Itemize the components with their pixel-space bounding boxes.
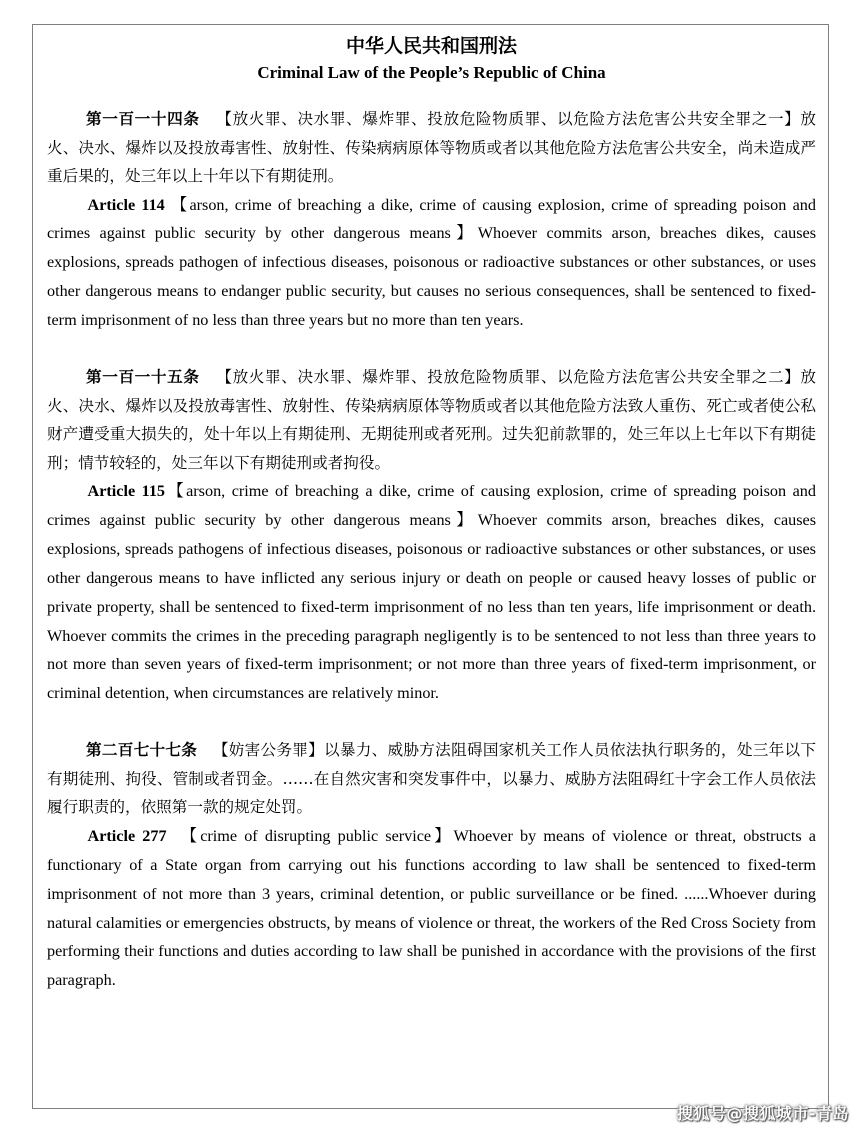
article-114-chinese [47,105,816,191]
article-114-english [47,191,816,336]
article-label: Article 277 [87,826,167,845]
article-text: 【arson, crime of breaching a dike, crime of causing explosion, crime of spreading poison and crimes against public security by other dangerous means】Whoever commits arson, breaches dikes, causes explosions, spreads pathogens of infectious diseases, poisonous or radioactive substances or other substances, or uses other dangerous means to have inflicted any serious injury or death on people or caused heavy losses of public or private property, shall be sentenced to fixed-term imprisonment of no less than ten years, life imprisonment or death. Whoever commits the crimes in the preceding paragraph negligently is to be sentenced to not less than three years to not more than seven years of fixed-term imprisonment; or not more than three years of fixed-term imprisonment, or criminal detention, when circumstances are relatively minor. [47,482,816,703]
article-115-english [47,477,816,708]
article-text: 【放火罪、决水罪、爆炸罪、投放危险物质罪、以危险方法危害公共安全罪之二】放火、决水、爆炸以及投放毒害性、放射性、传染病病原体等物质或者以其他危险方法致人重伤、死亡或者使公私财产遭受重大损失的，处十年以上有期徒刑、无期徒刑或者死刑。过失犯前款罪的，处三年以上七年以下有期徒刑；情节较轻的，处三年以下有期徒刑或者拘役。 [47,368,816,472]
spacer [47,335,816,363]
document-page [32,24,829,1109]
watermark: 搜狐号@搜狐城市-青岛 [676,1104,849,1123]
article-text: 【arson, crime of breaching a dike, crime of causing explosion, crime of spreading poison and crimes against public security by other dangerous means】Whoever commits arson, breaches dikes, causes explosions, spreads pathogen of infectious diseases, poisonous or radioactive substances or other substances, or uses other dangerous means to endanger public security, but causes no serious consequences, shall be sentenced to fixed-term imprisonment of no less than three years but no more than ten years. [47,195,816,330]
article-label: Article 115 [87,482,166,501]
article-label: 第二百七十七条 [86,740,198,760]
article-label: 第一百一十四条 [86,109,200,128]
title-chinese: 中华人民共和国刑法 [345,35,517,57]
article-label: Article 114 [87,195,165,214]
article-label: 第一百一十五条 [86,367,200,387]
article-115-chinese [47,363,816,477]
article-text: 【妨害公务罪】以暴力、威胁方法阻碍国家机关工作人员依法执行职务的，处三年以下有期徒刑、拘役、管制或者罚金。……在自然灾害和突发事件中，以暴力、威胁方法阻碍红十字会工作人员依法履行职责的，依照第一款的规定处罚。 [47,741,816,817]
title-english: Criminal Law of the People’s Republic of China [257,63,606,82]
spacer [47,708,816,736]
article-277-english [47,822,816,995]
article-277-chinese [47,736,816,822]
article-text: 【crime of disrupting public service】Whoever by means of violence or threat, obstructs a functionary of a State organ from carrying out his functions according to law shall be sentenced to fixed-term imprisonment of not more than 3 years, criminal detention, or public surveillance or be fined. ......Whoever during natural calamities or emergencies obstructs, by means of violence or threat, the workers of the Red Cross Society from performing their functions and duties according to law shall be punished in accordance with the provisions of the first paragraph. [47,826,816,990]
article-text: 【放火罪、决水罪、爆炸罪、投放危险物质罪、以危险方法危害公共安全罪之一】放火、决水、爆炸以及投放毒害性、放射性、传染病病原体等物质或者以其他危险方法危害公共安全，尚未造成严重后果的，处三年以上十年以下有期徒刑。 [47,110,816,185]
